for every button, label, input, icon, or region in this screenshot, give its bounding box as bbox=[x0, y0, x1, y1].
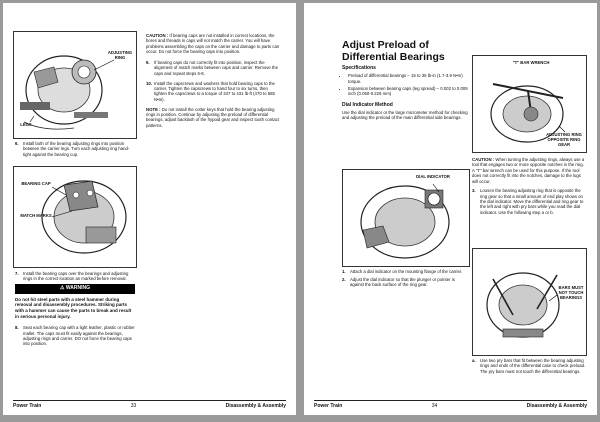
step-8 bbox=[15, 325, 135, 347]
step-number: 8. bbox=[15, 325, 19, 331]
footer bbox=[314, 400, 587, 409]
page-title: Adjust Preload of Differential Bearings bbox=[342, 39, 445, 63]
right-col-text bbox=[472, 157, 586, 218]
warning-title: ⚠ WARNING bbox=[16, 285, 134, 292]
right-col bbox=[146, 33, 282, 130]
method-text: Use the dial indicator or the large micrometer method for checking and adjusting the preload of the main differential side bearings. bbox=[342, 109, 468, 121]
step-2 bbox=[342, 277, 468, 288]
label-adjusting-ring-opposite: ADJUSTING RING OPPOSITE RING GEAR bbox=[546, 132, 582, 147]
label-dial-indicator: DIAL INDICATOR bbox=[416, 174, 450, 179]
step-text: Seat each bearing cap with a light leather, plastic or rubber mallet. The caps must fit easily against the bearings, adjusting rings and carrier. DO not force the bearing caps into position. bbox=[23, 325, 135, 347]
method-heading: Dial Indicator Method bbox=[342, 101, 393, 108]
label-t-bar-wrench: "T" BAR WRENCH bbox=[512, 60, 550, 65]
caution-text: When turning the adjusting rings, always use a tool that engages two or more opposite notches in the ring. A "T" bar wrench can be used for this purpose. If the tool does not correctly fit into the notches, damage to the lugs will occur. bbox=[472, 157, 585, 184]
step-number: 1. bbox=[342, 269, 346, 274]
step-9 bbox=[146, 60, 282, 76]
footer-right: Disassembly & Assembly bbox=[225, 403, 286, 409]
figure-dial-indicator bbox=[342, 169, 470, 267]
step-text: If bearing caps do not correctly fit into position, inspect the alignment of match marks between caps and carrier. Remove the caps and repeat steps 6-8. bbox=[154, 59, 278, 76]
step-6 bbox=[15, 141, 135, 160]
left-col-lower bbox=[15, 271, 135, 349]
figure-bearing-cap bbox=[13, 166, 137, 268]
step-text: Attach a dial indicator on the mounting flange of the carrier. bbox=[350, 269, 463, 274]
footer bbox=[13, 400, 286, 409]
step-3 bbox=[472, 188, 586, 215]
warning-text: Do not hit steel parts with a steel hammer during removal and disassembly procedures. Striking parts with a hammer can cause the parts to break and result in serious personal injury. bbox=[15, 296, 132, 319]
step-number: 6. bbox=[15, 141, 19, 146]
left-col bbox=[342, 66, 468, 123]
caution bbox=[472, 157, 586, 184]
caution-label: CAUTION : bbox=[472, 157, 495, 162]
figure-t-bar-wrench bbox=[472, 55, 587, 153]
spec-item: • Preload of differential bearings – 15 to 35 lb-in (1.7-3.9 N•m) torque. bbox=[348, 73, 468, 84]
caution-text: If bearing caps are not installed in correct locations, the bores and threads in caps will not match the carrier. You will have problems assembling the caps on the carrier and damage to parts can occur. Do not force the bearing caps into position. bbox=[146, 33, 280, 55]
pry-bars-drawing bbox=[473, 249, 586, 355]
step-number: 2. bbox=[342, 276, 346, 282]
spec-list bbox=[342, 73, 468, 96]
step-text: Adjust the dial indicator so that the plunger or pointer is against the back surface of the ring gear. bbox=[350, 276, 455, 288]
note bbox=[146, 107, 282, 129]
page-33 bbox=[3, 3, 296, 415]
figure-adjusting-ring bbox=[13, 31, 137, 139]
label-bars-must-not-touch: BARS MUST NOT TOUCH BEARINGS bbox=[558, 285, 584, 300]
step-1 bbox=[342, 269, 468, 274]
step-7 bbox=[15, 271, 135, 282]
spec-item: • Expansion between bearing caps (leg spread) – 0.002 to 0.009 inch (0.050-0.229 mm) bbox=[348, 86, 468, 97]
label-match-marks: MATCH MARKS bbox=[20, 213, 52, 218]
caution-label: CAUTION : bbox=[146, 33, 169, 38]
caution bbox=[146, 33, 282, 55]
label-legs: LEGS bbox=[20, 122, 32, 127]
footer-right: Disassembly & Assembly bbox=[526, 403, 587, 409]
warning-box bbox=[15, 284, 135, 293]
footer-left: Power Train bbox=[13, 403, 42, 409]
warning-label: WARNING bbox=[65, 285, 91, 292]
spec-heading: Specifications bbox=[342, 65, 376, 71]
step-text: Install both of the bearing adjusting rings into position between the carrier legs. Turn each adjusting ring hand-tight against the bearing cup. bbox=[23, 141, 130, 157]
step-number: a. bbox=[472, 358, 476, 363]
step-number: 3. bbox=[472, 188, 476, 194]
step-a bbox=[472, 358, 586, 377]
step-text: Use two pry bars that fit between the bearing adjusting rings and ends of the differential case to check preload. The pry bars must not touch the differential bearings. bbox=[480, 358, 586, 374]
dial-indicator-drawing bbox=[343, 170, 469, 266]
note-label: NOTE : bbox=[146, 106, 161, 112]
note-text: Do not install the cotter keys that hold the bearing adjusting rings in position. Continue by adjusting the preload of differential bearings, adjust backlash of the hypoid gear and inspect tooth contact patterns. bbox=[146, 106, 280, 128]
page-number: 34 bbox=[431, 403, 438, 409]
step-text: Loosen the bearing adjusting ring that is opposite the ring gear so that a small amount of end play shows on the dial indicator. Move the differential and ring gear to the left and right with pry bars while you read the dial indicator. Use the following step a or b. bbox=[480, 188, 584, 215]
label-bearing-cap: BEARING CAP bbox=[21, 181, 51, 186]
step-number: 10. bbox=[146, 80, 152, 86]
step-text: Install the capscrews and washers that hold bearing caps to the carrier. Tighten the capscrews to hand four to six turns, then tighten the capscrews to a torque of 347 to 431 lb-ft (470 to 585 N•m). bbox=[154, 80, 275, 102]
page-number: 33 bbox=[130, 403, 137, 409]
step-text: Install the bearing caps over the bearings and adjusting rings in the correct location as marked before removal. bbox=[23, 271, 129, 282]
figure-pry-bars bbox=[472, 248, 587, 356]
label-adjusting-ring: ADJUSTING RING bbox=[107, 50, 133, 60]
step-number: 9. bbox=[146, 59, 150, 65]
footer-left: Power Train bbox=[314, 403, 343, 409]
page-34 bbox=[304, 3, 597, 415]
step-10 bbox=[146, 81, 282, 103]
left-col-steps bbox=[342, 269, 468, 290]
step-number: 7. bbox=[15, 271, 19, 276]
